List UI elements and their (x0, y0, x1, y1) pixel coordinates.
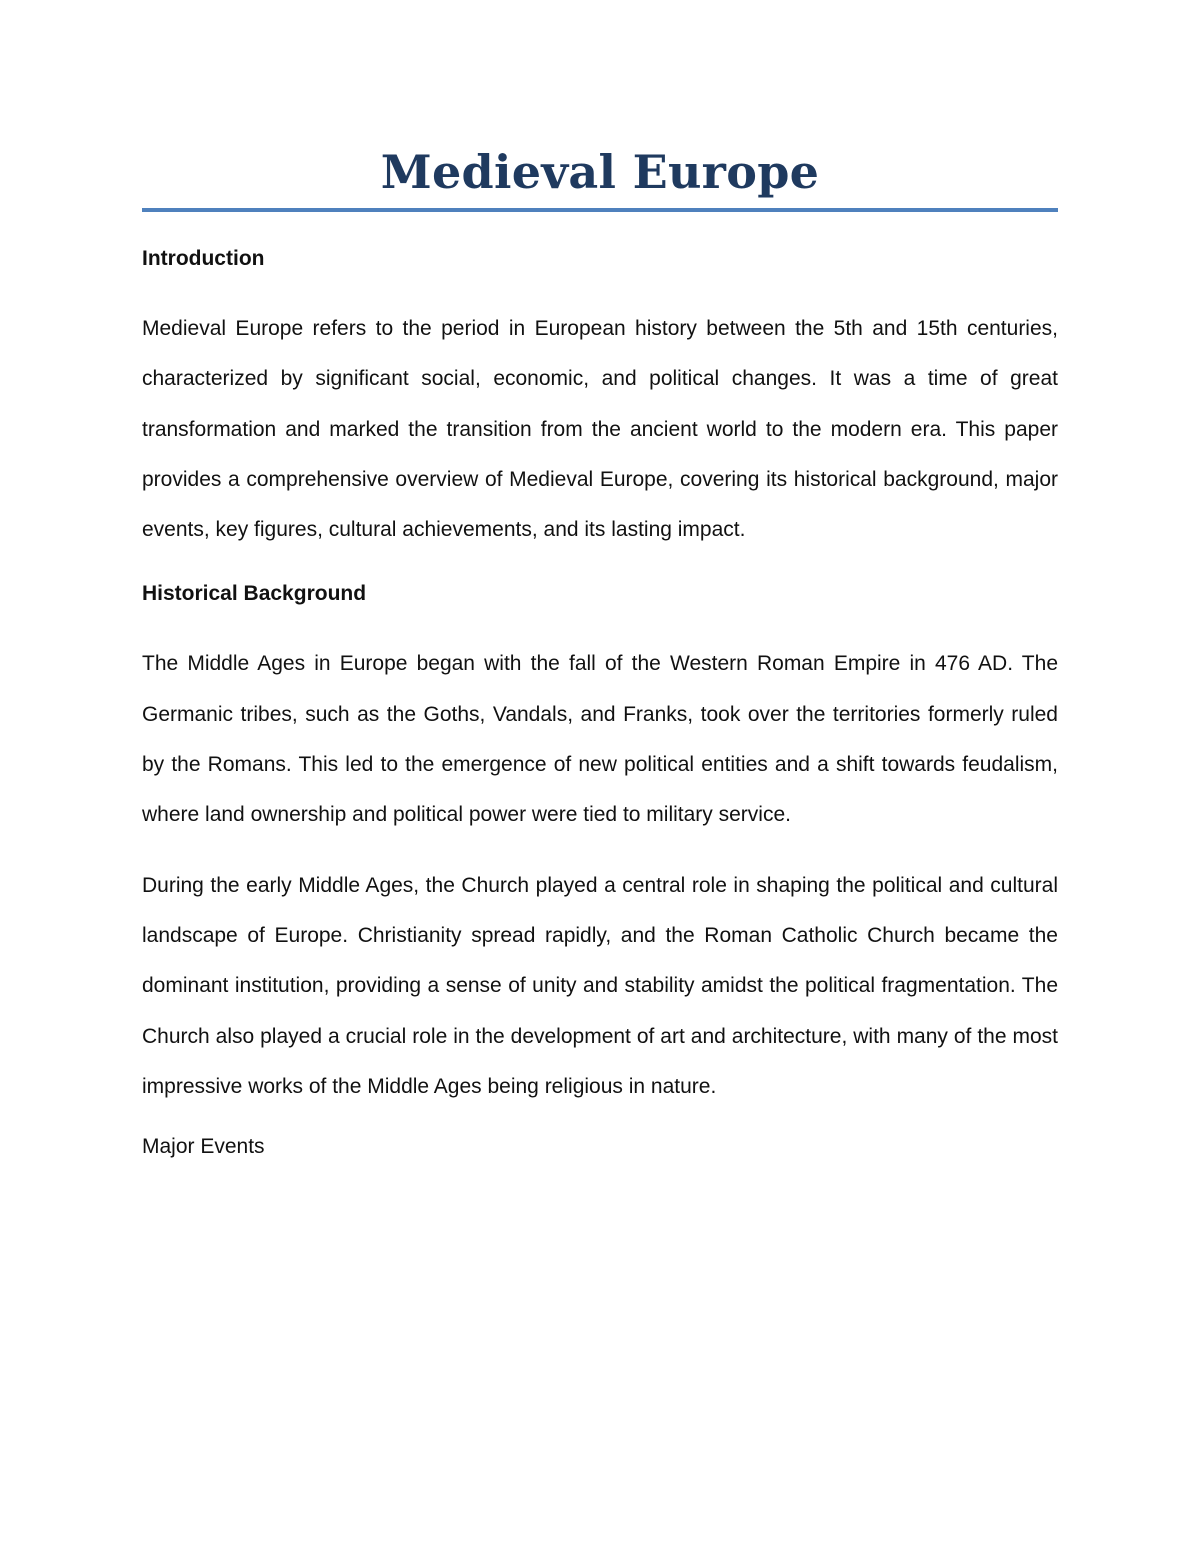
paragraph-historical-background-1: The Middle Ages in Europe began with the fall of the Western Roman Empire in 476 AD. The Germanic tribes, such as the Goths, Vandals, and Franks, took over the territories formerly ruled by the Romans. This led to the emergence of new political entities and a shift towards feudalism, where land ownership and political power were tied to military service. (142, 652, 1058, 827)
title-underline-rule (142, 208, 1058, 212)
paragraph-introduction: Medieval Europe refers to the period in European history between the 5th and 15th centuries, characterized by significant social, economic, and political changes. It was a time of great transformation and marked the transition from the ancient world to the modern era. This paper provides a comprehensive overview of Medieval Europe, covering its historical background, major events, key figures, cultural achievements, and its lasting impact. (142, 317, 1058, 542)
document-body (142, 140, 1058, 1162)
paragraph-historical-background-2: During the early Middle Ages, the Church played a central role in shaping the political and cultural landscape of Europe. Christianity spread rapidly, and the Roman Catholic Church became the dominant institution, providing a sense of unity and stability amidst the political fragmentation. The Church also played a crucial role in the development of art and architecture, with many of the most impressive works of the Middle Ages being religious in nature. (142, 873, 1058, 1098)
heading-introduction: Introduction (142, 247, 265, 270)
heading-major-events: Major Events (142, 1135, 265, 1159)
document-title: Medieval Europe (380, 145, 820, 199)
heading-historical-background: Historical Background (142, 582, 367, 606)
